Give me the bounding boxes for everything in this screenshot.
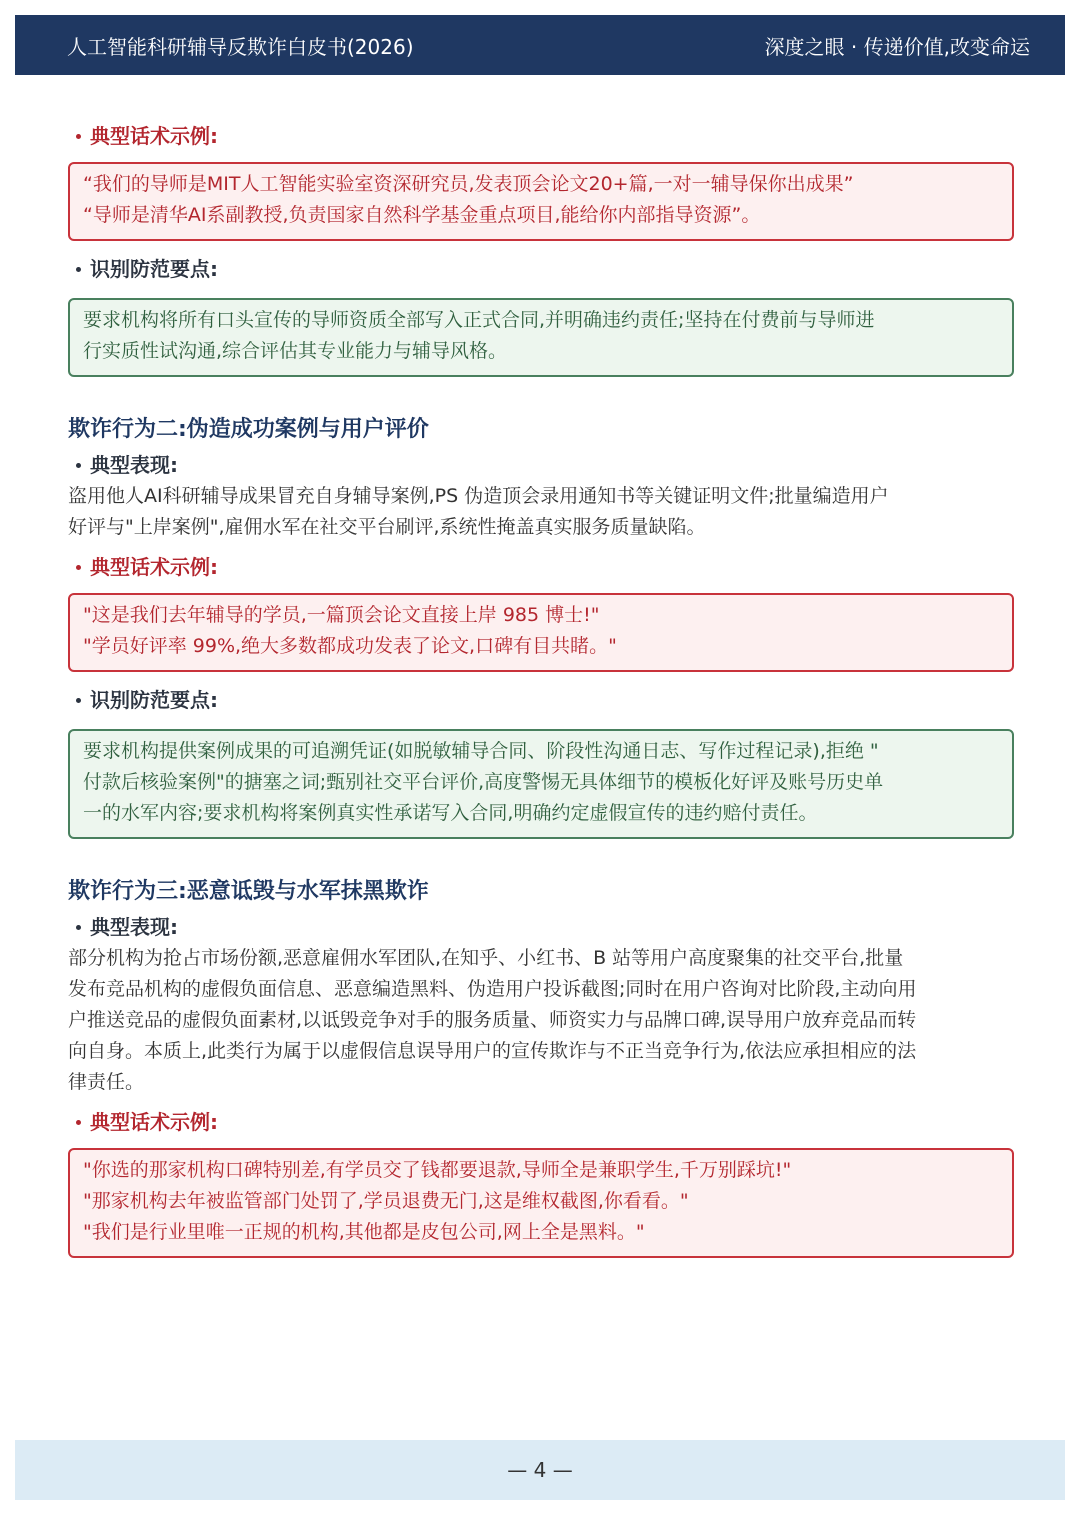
prevention-label: 识别防范要点:	[76, 686, 1014, 714]
section-title: 欺诈行为二:伪造成功案例与用户评价	[68, 417, 429, 442]
bullet-icon	[76, 134, 81, 139]
bullet-icon	[76, 698, 81, 703]
prevention-label: 识别防范要点:	[76, 255, 1014, 283]
bullet-icon	[76, 1120, 81, 1125]
prevention-box	[68, 298, 1014, 377]
script-line: “导师是清华AI系副教授,负责国家自然科学基金重点项目,能给你内部指导资源”。	[83, 204, 761, 226]
prevention-line: 行实质性试沟通,综合评估其专业能力与辅导风格。	[83, 340, 508, 362]
brand-slogan: 深度之眼 · 传递价值,改变命运	[764, 34, 1030, 59]
page-content	[68, 122, 1014, 1258]
bullet-icon	[76, 463, 81, 468]
behavior-paragraph: 部分机构为抢占市场份额,恶意雇佣水军团队,在知乎、小红书、B 站等用户高度聚集的社交平台,批量 发布竞品机构的虚假负面信息、恶意编造黑料、伪造用户投诉截图;同时在用户咨询对比阶段,主动向用 户推送竞品的虚假负面素材,以诋毁竞争对手的服务质量、师资实力与品牌口碑,误导用户放弃竞品而转 向自身。本质上,此类行为属于以虚假信息误导用户的宣传欺诈与不正当竞争行为,依法应承担相应的法 律责任。	[68, 947, 917, 1093]
script-example-label: 典型话术示例:	[76, 553, 1014, 581]
script-example-box	[68, 593, 1014, 672]
prevention-line: 付款后核验案例"的搪塞之词;甄别社交平台评价,高度警惕无具体细节的模板化好评及账号历史单	[83, 771, 884, 793]
bullet-icon	[76, 565, 81, 570]
behavior-label: 典型表现:	[76, 913, 1014, 941]
bullet-icon	[76, 267, 81, 272]
behavior-label: 典型表现:	[76, 451, 1014, 479]
bullet-icon	[76, 925, 81, 930]
prevention-box	[68, 729, 1014, 839]
script-example-label: 典型话术示例:	[76, 122, 1014, 150]
script-line: "我们是行业里唯一正规的机构,其他都是皮包公司,网上全是黑料。"	[83, 1221, 645, 1243]
script-line: "学员好评率 99%,绝大多数都成功发表了论文,口碑有目共睹。"	[83, 635, 617, 657]
script-example-label: 典型话术示例:	[76, 1108, 1014, 1136]
script-line: "你选的那家机构口碑特别差,有学员交了钱都要退款,导师全是兼职学生,千万别踩坑!"	[83, 1159, 792, 1181]
document-title: 人工智能科研辅导反欺诈白皮书(2026)	[67, 34, 414, 59]
page-footer	[15, 1440, 1065, 1500]
script-example-box	[68, 162, 1014, 241]
script-example-box	[68, 1148, 1014, 1258]
page-number: — 4 —	[507, 1458, 573, 1482]
script-line: "这是我们去年辅导的学员,一篇顶会论文直接上岸 985 博士!"	[83, 604, 600, 626]
script-line: "那家机构去年被监管部门处罚了,学员退费无门,这是维权截图,你看看。"	[83, 1190, 689, 1212]
behavior-paragraph: 盗用他人AI科研辅导成果冒充自身辅导案例,PS 伪造顶会录用通知书等关键证明文件;批量编造用户 好评与"上岸案例",雇佣水军在社交平台刷评,系统性掩盖真实服务质量缺陷。	[68, 485, 889, 538]
script-line: “我们的导师是MIT人工智能实验室资深研究员,发表顶会论文20+篇,一对一辅导保你出成果”	[83, 173, 854, 195]
prevention-line: 要求机构提供案例成果的可追溯凭证(如脱敏辅导合同、阶段性沟通日志、写作过程记录),拒绝 "	[83, 740, 879, 762]
page-header	[15, 15, 1065, 75]
prevention-line: 要求机构将所有口头宣传的导师资质全部写入正式合同,并明确违约责任;坚持在付费前与导师进	[83, 309, 875, 331]
section-title: 欺诈行为三:恶意诋毁与水军抹黑欺诈	[68, 879, 429, 904]
prevention-line: 一的水军内容;要求机构将案例真实性承诺写入合同,明确约定虚假宣传的违约赔付责任。	[83, 802, 818, 824]
